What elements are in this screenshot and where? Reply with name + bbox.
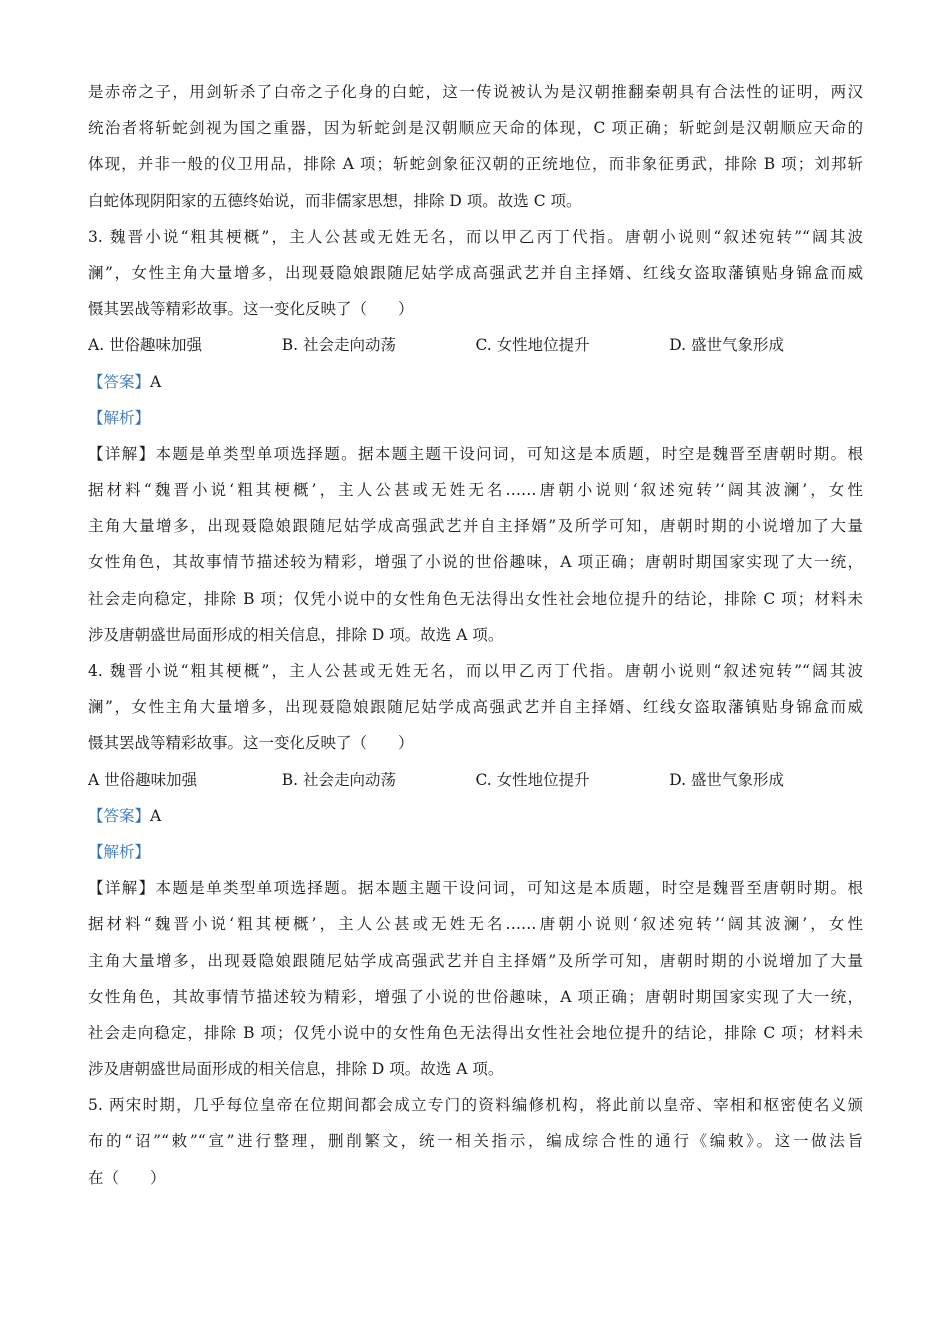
question-3 <box>88 219 863 653</box>
question-stem-line: 布的“诏”“敕”“宣”进行整理，删削繁文，统一相关指示，编成综合性的通行《编敕》。这一做法旨 <box>88 1132 863 1151</box>
detail-line: 【详解】本题是单类型单项选择题。据本题主题干设问词，可知这是本质题，时空是魏晋至唐朝时期。根 <box>88 879 863 898</box>
question-stem-line: 慑其罢战等精彩故事。这一变化反映了（ ） <box>88 734 414 753</box>
question-stem-line: 5. 两宋时期，几乎每位皇帝在位期间都会成立专门的资料编修机构，将此前以皇帝、宰相和枢密使名义颁 <box>88 1096 863 1115</box>
detail-line: 据材料“魏晋小说‘粗其梗概’，主人公甚或无姓无名……唐朝小说则‘叙述宛转’‘阔其波澜’，女性 <box>88 481 863 500</box>
text-line: 是赤帝之子，用剑斩杀了白帝之子化身的白蛇，这一传说被认为是汉朝推翻秦朝具有合法性的证明，两汉 <box>88 83 863 101</box>
question-stem-line: 澜”，女性主角大量增多，出现聂隐娘跟随尼姑学成高强武艺并自主择婿、红线女盗取藩镇贴身锦盒而威 <box>88 263 863 282</box>
analysis-line <box>88 400 863 436</box>
option-a: A. 世俗趣味加强 <box>88 336 203 355</box>
answer-tag: 【答案】 <box>88 372 151 391</box>
option-b: B. 社会走向动荡 <box>281 336 396 355</box>
answer-tag: 【答案】 <box>88 806 151 825</box>
option-c: C. 女性地位提升 <box>475 336 590 355</box>
option-c: C. 女性地位提升 <box>475 770 590 789</box>
page-content <box>88 74 863 1196</box>
option-d: D. 盛世气象形成 <box>669 770 784 789</box>
question-stem-line: 在（ ） <box>88 1168 166 1187</box>
detail-line: 社会走向稳定，排除 B 项；仅凭小说中的女性角色无法得出女性社会地位提升的结论，排除 C 项；材料未 <box>88 1023 863 1042</box>
detail-line: 社会走向稳定，排除 B 项；仅凭小说中的女性角色无法得出女性社会地位提升的结论，排除 C 项；材料未 <box>88 589 863 608</box>
question-5 <box>88 1087 863 1196</box>
answer-value: A <box>150 372 162 391</box>
detail-line: 女性角色，其故事情节描述较为精彩，增强了小说的世俗趣味，A 项正确；唐朝时期国家实现了大一统， <box>88 553 863 572</box>
option-a: A 世俗趣味加强 <box>88 770 198 789</box>
text-line: 白蛇体现阴阳家的五德终始说，而非儒家思想，排除 D 项。故选 C 项。 <box>88 191 582 210</box>
question-stem-line: 4. 魏晋小说“粗其梗概”，主人公甚或无姓无名，而以甲乙丙丁代指。唐朝小说则“叙述宛转”“阔其波 <box>88 662 863 680</box>
question-4 <box>88 653 863 1087</box>
text-line: 统治者将斩蛇剑视为国之重器，因为斩蛇剑是汉朝顺应天命的体现，C 项正确；斩蛇剑是汉朝顺应天命的 <box>88 119 863 138</box>
detail-line: 女性角色，其故事情节描述较为精彩，增强了小说的世俗趣味，A 项正确；唐朝时期国家实现了大一统， <box>88 987 863 1006</box>
question-stem-line: 3. 魏晋小说“粗其梗概”，主人公甚或无姓无名，而以甲乙丙丁代指。唐朝小说则“叙述宛转”“阔其波 <box>88 227 863 246</box>
detail-line: 据材料“魏晋小说‘粗其梗概’，主人公甚或无姓无名……唐朝小说则‘叙述宛转’‘阔其波澜’，女性 <box>88 915 863 934</box>
options-row <box>88 762 863 798</box>
detail-line: 主角大量增多，出现聂隐娘跟随尼姑学成高强武艺并自主择婿”及所学可知，唐朝时期的小说增加了大量 <box>88 951 863 970</box>
analysis-line <box>88 834 863 870</box>
prev-explanation <box>88 74 863 219</box>
analysis-tag: 【解析】 <box>88 408 151 427</box>
answer-line <box>88 798 863 834</box>
text-line: 体现，并非一般的仪卫用品，排除 A 项；斩蛇剑象征汉朝的正统地位，而非象征勇武，排除 B 项；刘邦斩 <box>88 155 863 174</box>
question-stem-line: 澜”，女性主角大量增多，出现聂隐娘跟随尼姑学成高强武艺并自主择婿、红线女盗取藩镇贴身锦盒而威 <box>88 698 863 717</box>
question-stem-line: 慑其罢战等精彩故事。这一变化反映了（ ） <box>88 300 414 319</box>
detail-line: 涉及唐朝盛世局面形成的相关信息，排除 D 项。故选 A 项。 <box>88 1060 504 1079</box>
detail-line: 涉及唐朝盛世局面形成的相关信息，排除 D 项。故选 A 项。 <box>88 625 504 644</box>
option-b: B. 社会走向动荡 <box>281 770 396 789</box>
options-row <box>88 327 863 363</box>
detail-line: 【详解】本题是单类型单项选择题。据本题主题干设问词，可知这是本质题，时空是魏晋至唐朝时期。根 <box>88 444 863 463</box>
answer-value: A <box>150 806 162 825</box>
option-d: D. 盛世气象形成 <box>669 336 784 355</box>
analysis-tag: 【解析】 <box>88 842 151 861</box>
answer-line <box>88 364 863 400</box>
detail-line: 主角大量增多，出现聂隐娘跟随尼姑学成高强武艺并自主择婿”及所学可知，唐朝时期的小说增加了大量 <box>88 517 863 536</box>
